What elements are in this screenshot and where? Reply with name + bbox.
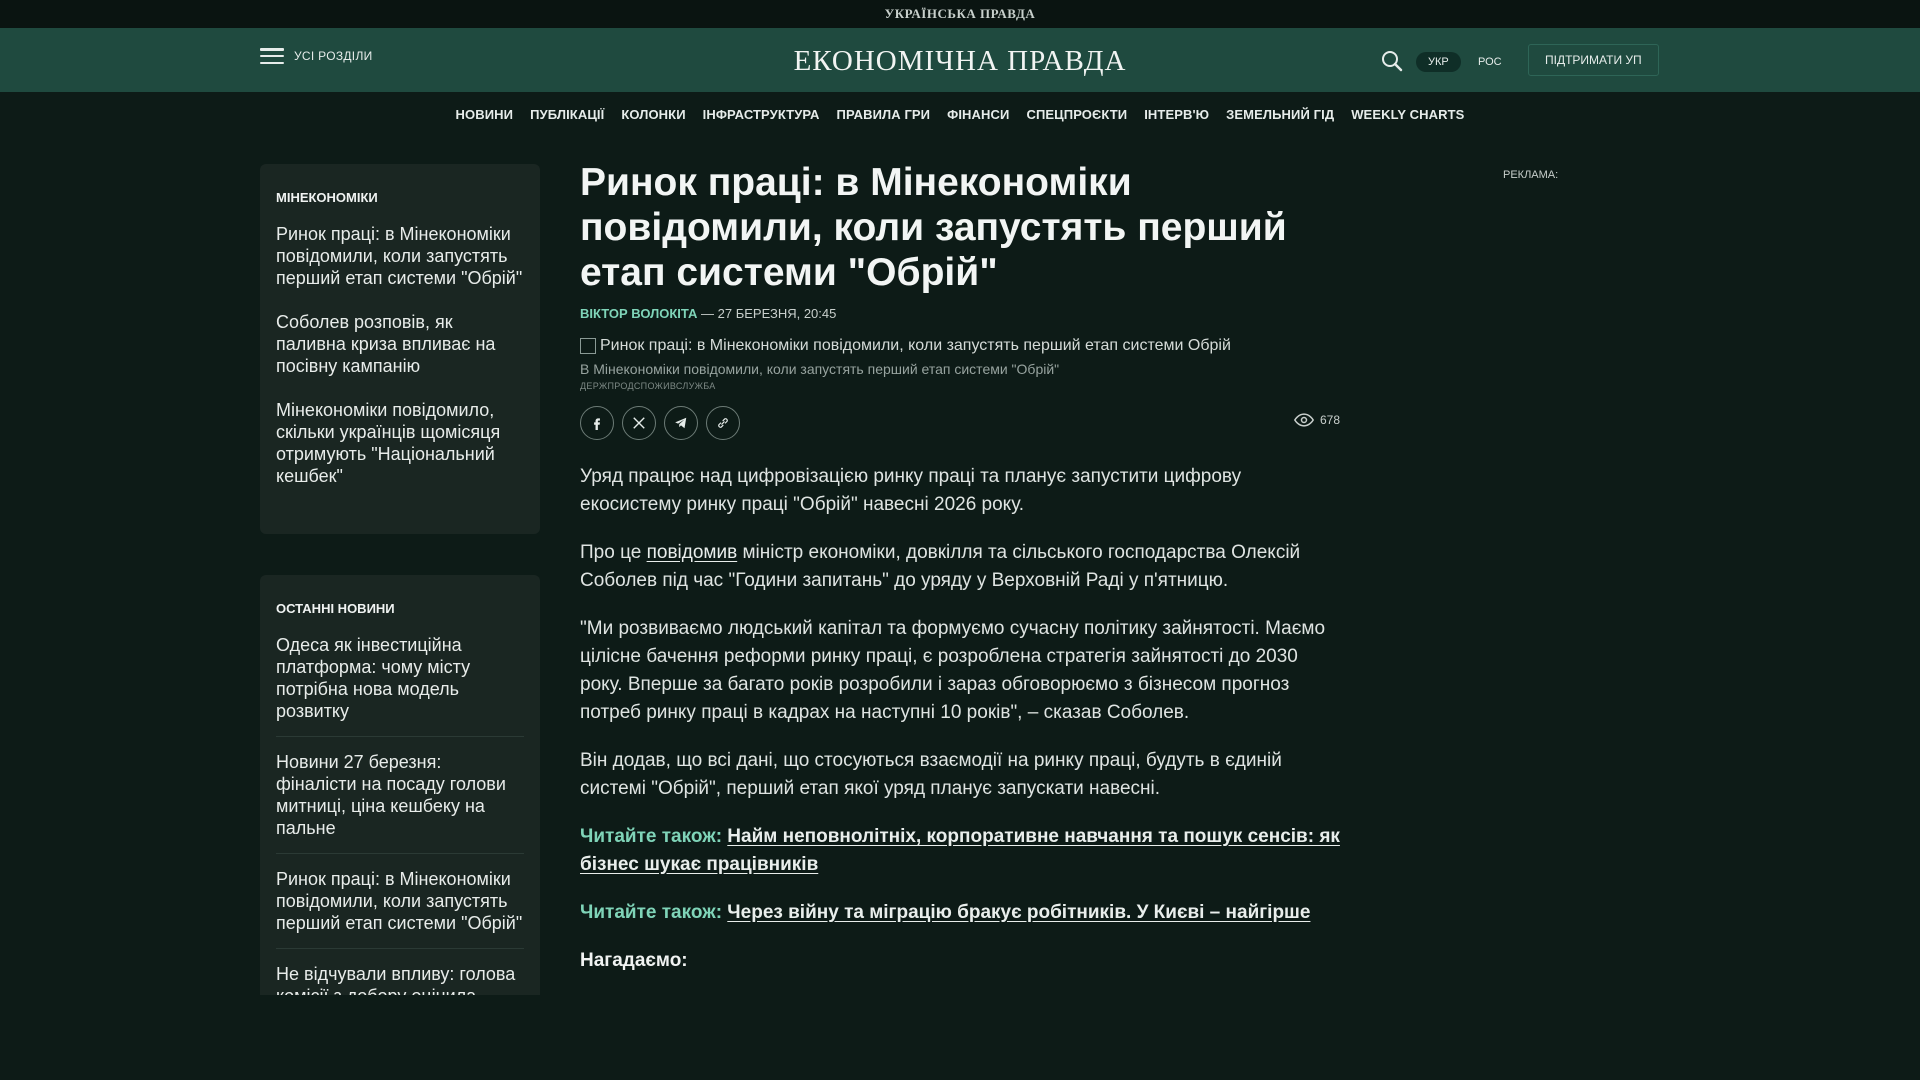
telegram-icon (674, 416, 688, 430)
support-button[interactable]: ПІДТРИМАТИ УП (1528, 44, 1659, 76)
read-also-link[interactable]: Найм неповнолітніх, корпоративне навчання та пошук сенсів: як бізнес шукає працівників (580, 826, 1340, 875)
nav-item-columns[interactable]: КОЛОНКИ (621, 106, 686, 122)
nav-item-land-guide[interactable]: ЗЕМЕЛЬНИЙ ГІД (1226, 106, 1335, 122)
article (580, 160, 1340, 995)
nav-item-infrastructure[interactable]: ІНФРАСТРУКТУРА (702, 106, 820, 122)
article-paragraph: Він додав, що всі дані, що стосуються взаємодії на ринку праці, будуть в єдиній системі "Обрій", перший етап якої уряд планує запускати навесні. (580, 750, 1282, 799)
ad-label: РЕКЛАМА: (1503, 169, 1559, 181)
article-byline (580, 306, 1340, 321)
minecon-item[interactable]: Мінекономіки повідомило, скільки українців щомісяця отримують "Національний кешбек" (276, 400, 501, 486)
eye-icon (1294, 413, 1314, 427)
facebook-icon (590, 416, 604, 430)
nav-item-interview[interactable]: ІНТЕРВ'Ю (1144, 106, 1210, 122)
article-image (580, 337, 1340, 355)
latest-news-heading[interactable]: ОСТАННІ НОВИНИ (276, 601, 395, 616)
share-telegram-button[interactable] (664, 406, 698, 440)
share-x-button[interactable] (622, 406, 656, 440)
site-logo[interactable]: ЕКОНОМІЧНА ПРАВДА (793, 45, 1127, 77)
image-caption: В Мінекономіки повідомили, коли запустять перший етап системи "Обрій" (580, 361, 1060, 377)
views-counter (1294, 413, 1340, 427)
latest-news-item[interactable]: Ринок праці: в Мінекономіки повідомили, коли запустять перший етап системи "Обрій" (276, 868, 524, 949)
image-credit: ДЕРЖПРОДСПОЖИВСЛУЖБА (580, 381, 716, 391)
read-also (580, 899, 1340, 927)
paragraph-text: міністр економіки, довкілля та сільського господарства Олексій Соболев під час "Години запитань" до уряду у Верховній Раді у п'ятницю. (580, 542, 1301, 591)
copy-link-button[interactable] (706, 406, 740, 440)
all-sections-button[interactable] (260, 48, 373, 64)
lang-ros-button[interactable]: РОС (1478, 56, 1502, 68)
minecon-heading[interactable]: МІНЕКОНОМІКИ (276, 190, 378, 205)
share-facebook-button[interactable] (580, 406, 614, 440)
link-icon (716, 416, 730, 430)
article-date: — 27 БЕРЕЗНЯ, 20:45 (697, 306, 837, 321)
share-bar (580, 405, 1340, 441)
x-icon (632, 416, 646, 430)
reminder-heading: Нагадаємо: (580, 950, 688, 971)
minecon-item[interactable]: Ринок праці: в Мінекономіки повідомили, коли запустять перший етап системи "Обрій" (276, 224, 523, 288)
nav-item-specprojects[interactable]: СПЕЦПРОЄКТИ (1026, 106, 1128, 122)
views-count: 678 (1319, 413, 1340, 427)
hamburger-icon (260, 48, 284, 64)
nav-item-publications[interactable]: ПУБЛІКАЦІЇ (530, 106, 605, 122)
read-also-link[interactable]: Через війну та міграцію бракує робітників. У Києві – найгірше (727, 902, 1311, 923)
article-paragraph: Уряд працює над цифровізацією ринку праці та планує запустити цифрову екосистему ринку праці "Обрій" навесні 2026 року. (580, 466, 1242, 515)
all-sections-label: УСІ РОЗДІЛИ (294, 49, 373, 63)
article-paragraph (580, 539, 1340, 595)
article-body (580, 463, 1340, 975)
latest-news-item[interactable]: Одеса як інвестиційна платформа: чому місту потрібна нова модель розвитку (276, 634, 524, 737)
source-link[interactable]: повідомив (646, 542, 738, 563)
nav-item-rules[interactable]: ПРАВИЛА ГРИ (836, 106, 931, 122)
article-image-alt: Ринок праці: в Мінекономіки повідомили, коли запустять перший етап системи Обрій (600, 337, 1231, 354)
main-nav (0, 92, 1920, 136)
read-also (580, 823, 1340, 879)
article-title: Ринок праці: в Мінекономіки повідомили, коли запустять перший етап системи "Обрій" (580, 161, 1287, 294)
nav-item-weekly-charts[interactable]: WEEKLY CHARTS (1351, 106, 1465, 122)
bottom-area (0, 995, 1920, 1080)
broken-image-icon (580, 338, 596, 354)
latest-news-item[interactable]: Не відчували впливу: голова (276, 963, 524, 1044)
latest-news-box (260, 575, 540, 1015)
minecon-item[interactable]: Соболев розповів, як паливна криза впливає на посівну кампанію (276, 312, 496, 376)
site-header (0, 28, 1920, 92)
nav-item-news[interactable]: НОВИНИ (455, 106, 514, 122)
author-link[interactable]: ВІКТОР ВОЛОКІТА (580, 306, 698, 321)
up-brand-link[interactable]: УКРАЇНСЬКА ПРАВДА (884, 6, 1036, 21)
nav-item-finance[interactable]: ФІНАНСИ (947, 106, 1010, 122)
search-icon[interactable] (1380, 49, 1404, 73)
paragraph-text: Про це (580, 542, 647, 563)
read-also-label: Читайте також: (580, 826, 728, 847)
latest-news-item[interactable]: Новини 27 березня: фіналісти на посаду голови митниці, ціна кешбеку на пальне (276, 751, 524, 854)
top-strip (0, 0, 1920, 28)
read-also-label: Читайте також: (580, 902, 728, 923)
minecon-sidebar-box (260, 164, 540, 534)
article-paragraph: "Ми розвиваємо людський капітал та формуємо сучасну політику зайнятості. Маємо цілісне бачення реформи ринку праці, є розроблена стратегія зайнятості до 2030 року. Вперше за багато років розробили і зараз обговорюємо з бізнесом прогноз потреб ринку праці в кадрах на наступні 10 років", – сказав Соболев. (580, 618, 1326, 723)
lang-ukr-button[interactable]: УКР (1416, 52, 1461, 72)
